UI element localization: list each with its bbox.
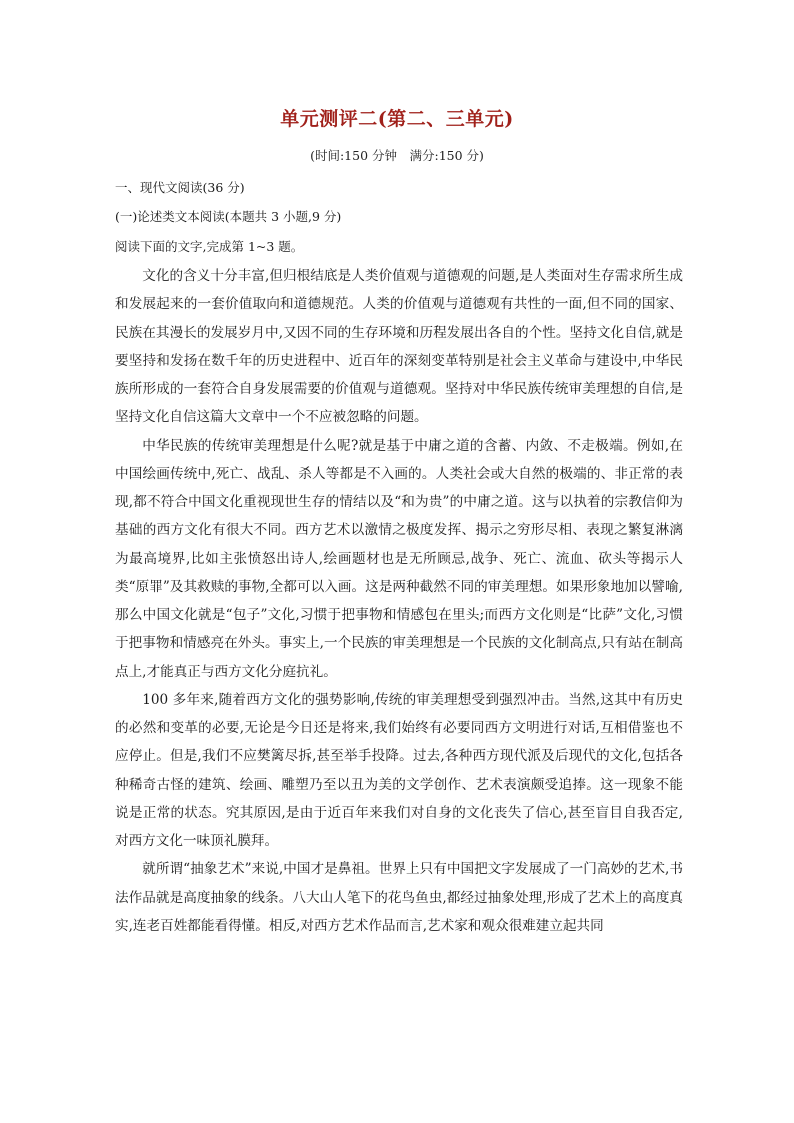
passage-paragraph-2: 中华民族的传统审美理想是什么呢?就是基于中庸之道的含蓄、内敛、不走极端。例如,在中国绘画传统中,死亡、战乱、杀人等都是不入画的。人类社会或大自然的极端的、非正常的表现,都不符合中国文化重视现世生存的情结以及“和为贵”的中庸之道。这与以执着的宗教信仰为基础的西方文化有很大不同。西方艺术以激情之极度发挥、揭示之穷形尽相、表现之繁复淋漓为最高境界,比如主张愤怒出诗人,绘画题材也是无所顾忌,战争、死亡、流血、砍头等揭示人类“原罪”及其救赎的事物,全都可以入画。这是两种截然不同的审美理想。如果形象地加以譬喻,那么中国文化就是“包子”文化,习惯于把事物和情感包在里头;而西方文化则是“比萨”文化,习惯于把事物和情感亮在外头。事实上,一个民族的审美理想是一个民族的文化制高点,只有站在制高点上,才能真正与西方文化分庭抗礼。	[115, 437, 683, 680]
subsection-heading: (一)论述类文本阅读(本题共 3 小题,9 分)	[115, 209, 342, 224]
document-subtitle: (时间:150 分钟 满分:150 分)	[310, 148, 484, 163]
passage-body	[115, 262, 683, 940]
section-heading: 一、现代文阅读(36 分)	[115, 180, 245, 195]
document-title: 单元测评二(第二、三单元)	[280, 108, 514, 130]
passage-paragraph-3: 100 多年来,随着西方文化的强势影响,传统的审美理想受到强烈冲击。当然,这其中有历史的必然和变革的必要,无论是今日还是将来,我们始终有必要同西方文明进行对话,互相借鉴也不应停止。但是,我们不应樊篱尽拆,甚至举手投降。过去,各种西方现代派及后现代的文化,包括各种稀奇古怪的建筑、绘画、雕塑乃至以丑为美的文学创作、艺术表演颇受追捧。这一现象不能说是正常的状态。究其原因,是由于近百年来我们对自身的文化丧失了信心,甚至盲目自我否定,对西方文化一味顶礼膜拜。	[115, 691, 683, 849]
reading-instruction: 阅读下面的文字,完成第 1~3 题。	[115, 239, 304, 254]
passage-paragraph-1: 文化的含义十分丰富,但归根结底是人类价值观与道德观的问题,是人类面对生存需求所生成和发展起来的一套价值取向和道德规范。人类的价值观与道德观有共性的一面,但不同的国家、民族在其漫长的发展岁月中,又因不同的生存环境和历程发展出各自的个性。坚持文化自信,就是要坚持和发扬在数千年的历史进程中、近百年的深刻变革特别是社会主义革命与建设中,中华民族所形成的一套符合自身发展需要的价值观与道德观。坚持对中华民族传统审美理想的自信,是坚持文化自信这篇大文章中一个不应被忽略的问题。	[115, 268, 683, 426]
passage-paragraph-4: 就所谓“抽象艺术”来说,中国才是鼻祖。世界上只有中国把文字发展成了一门高妙的艺术,书法作品就是高度抽象的线条。八大山人笔下的花鸟鱼虫,都经过抽象处理,形成了艺术上的高度真实,连老百姓都能看得懂。相反,对西方艺术作品而言,艺术家和观众很难建立起共同	[115, 861, 683, 934]
